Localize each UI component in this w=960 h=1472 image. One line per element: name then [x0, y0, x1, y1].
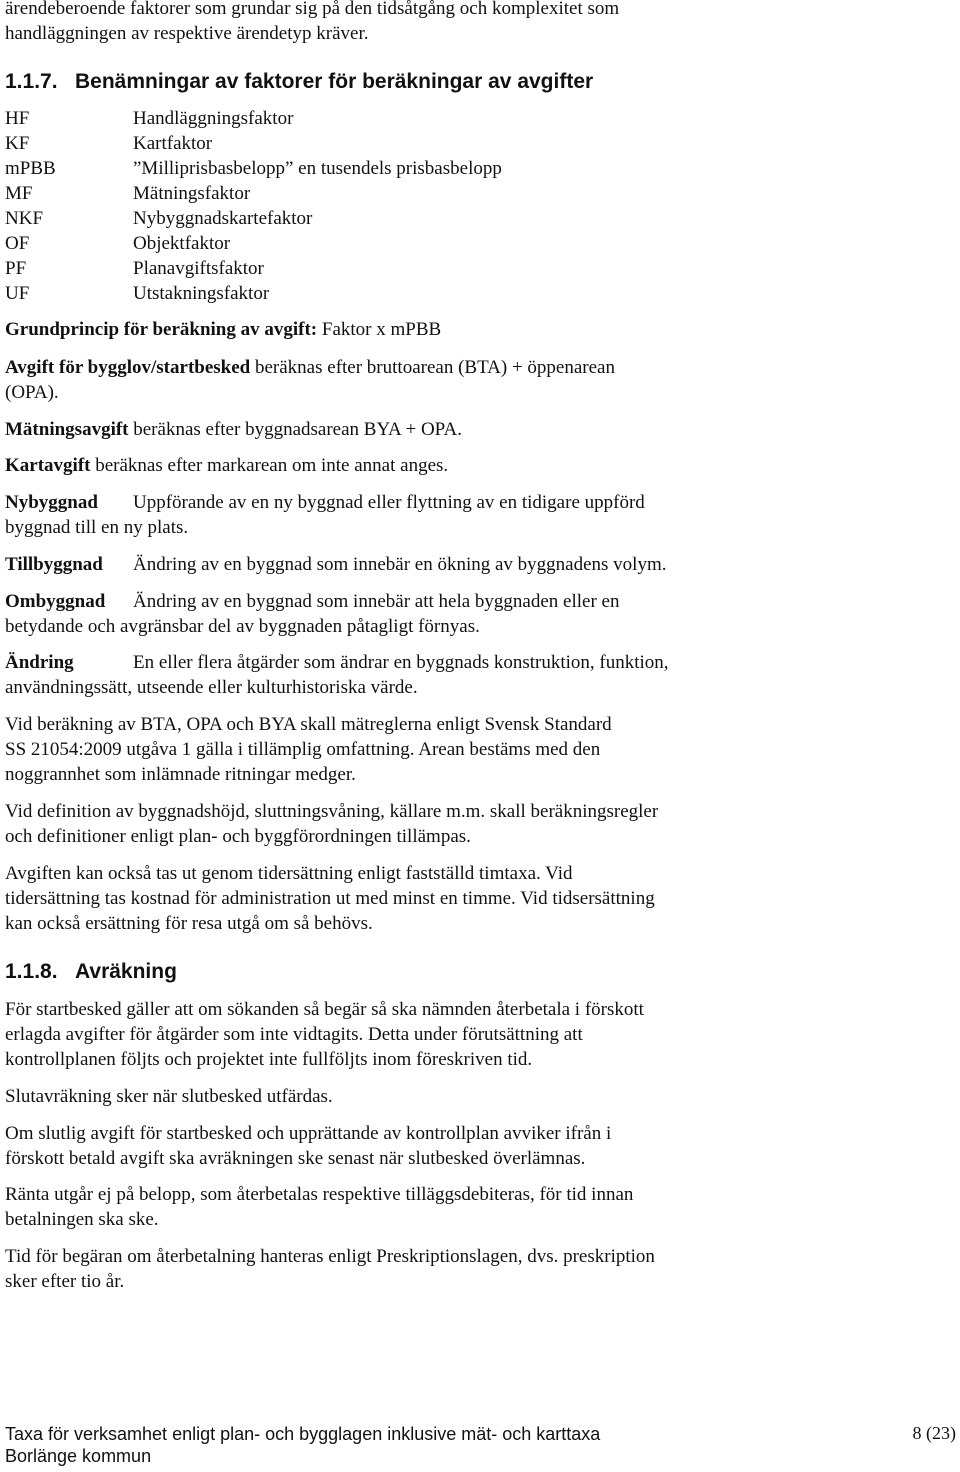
abbreviation-code: NKF — [5, 208, 44, 229]
abbreviation-meaning: Nybyggnadskartefaktor — [133, 208, 313, 229]
vid-berakning-line-3: noggrannhet som inlämnade ritningar medger. — [5, 764, 356, 785]
abbreviation-row — [5, 206, 312, 231]
abbreviation-code: OF — [5, 233, 30, 254]
om-slutlig-line-1: Om slutlig avgift för startbesked och upprättande av kontrollplan avviker ifrån i — [5, 1123, 612, 1144]
grundprincip-label: Grundprincip för beräkning av avgift: — [5, 319, 318, 340]
vid-definition-line-1: Vid definition av byggnadshöjd, sluttningsvåning, källare m.m. skall beräkningsregler — [5, 801, 659, 822]
ombyggnad-paragraph — [5, 589, 955, 639]
abbreviation-row — [5, 131, 212, 156]
abbreviation-code: UF — [5, 283, 30, 304]
footer-title: Taxa för verksamhet enligt plan- och bygglagen inklusive mät- och karttaxa — [5, 1424, 601, 1444]
tidersattning-paragraph — [5, 861, 955, 936]
abbreviation-code: KF — [5, 133, 30, 154]
abbreviation-meaning: Kartfaktor — [133, 133, 213, 154]
section-number: 1.1.7. — [5, 70, 58, 93]
abbreviation-meaning: Handläggningsfaktor — [133, 108, 294, 129]
tidersattning-line-1: Avgiften kan också tas ut genom tidersättning enligt fastställd timtaxa. Vid — [5, 863, 573, 884]
startbesked-paragraph — [5, 997, 955, 1072]
section-heading-117 — [5, 70, 593, 94]
tid-begaran-paragraph — [5, 1244, 955, 1294]
abbreviation-row — [5, 281, 269, 306]
avgift-bygglov-paragraph — [5, 355, 955, 405]
andring-paragraph — [5, 650, 955, 700]
avgift-bygglov-text-1: beräknas efter bruttoarean (BTA) + öppenarean — [250, 357, 615, 378]
ranta-paragraph — [5, 1182, 955, 1232]
section-number: 1.1.8. — [5, 960, 58, 983]
page-footer — [5, 1423, 600, 1467]
vid-berakning-line-1: Vid beräkning av BTA, OPA och BYA skall mätreglerna enligt Svensk Standard — [5, 714, 612, 735]
intro-line-1: ärendeberoende faktorer som grundar sig på den tidsåtgång och komplexitet som — [5, 0, 620, 19]
abbreviation-row — [5, 106, 293, 131]
tidersattning-line-3: kan också ersättning för resa utgå om så behövs. — [5, 913, 373, 934]
nybyggnad-text-1: Uppförande av en ny byggnad eller flyttning av en tidigare uppförd — [133, 492, 645, 513]
nybyggnad-paragraph — [5, 490, 955, 540]
abbreviation-meaning: Mätningsfaktor — [133, 183, 251, 204]
tillbyggnad-text: Ändring av en byggnad som innebär en ökning av byggnadens volym. — [133, 554, 667, 575]
tid-begaran-line-1: Tid för begäran om återbetalning hanteras enligt Preskriptionslagen, dvs. preskription — [5, 1246, 655, 1267]
abbreviation-meaning: Objektfaktor — [133, 233, 231, 254]
avgift-bygglov-term: Avgift för bygglov/startbesked — [5, 357, 251, 378]
abbreviation-code: mPBB — [5, 158, 56, 179]
grundprincip-paragraph — [5, 317, 955, 342]
andring-text-1: En eller flera åtgärder som ändrar en byggnads konstruktion, funktion, — [133, 652, 669, 673]
abbreviation-meaning: Planavgiftsfaktor — [133, 258, 264, 279]
abbreviation-row — [5, 181, 250, 206]
ombyggnad-term: Ombyggnad — [5, 591, 106, 612]
om-slutlig-paragraph — [5, 1121, 955, 1171]
vid-berakning-line-2: SS 21054:2009 utgåva 1 gälla i tillämplig omfattning. Arean bestäms med den — [5, 739, 601, 760]
vid-definition-paragraph — [5, 799, 955, 849]
abbreviation-code: HF — [5, 108, 30, 129]
abbreviation-code: MF — [5, 183, 33, 204]
matningsavgift-text: beräknas efter byggnadsarean BYA + OPA. — [128, 419, 462, 440]
abbreviation-row — [5, 256, 264, 281]
slutavrakning-paragraph — [5, 1084, 955, 1109]
ranta-line-1: Ränta utgår ej på belopp, som återbetalas respektive tilläggsdebiteras, för tid innan — [5, 1184, 634, 1205]
kartavgift-paragraph — [5, 453, 955, 478]
avgift-bygglov-text-2: (OPA). — [5, 382, 59, 403]
startbesked-line-3: kontrollplanen följts och projektet inte fullföljts inom föreskriven tid. — [5, 1049, 533, 1070]
tidersattning-line-2: tidersättning tas kostnad för administration ut med minst en timme. Vid tidsersättning — [5, 888, 655, 909]
andring-term: Ändring — [5, 652, 74, 673]
kartavgift-text: beräknas efter markarean om inte annat anges. — [90, 455, 449, 476]
andring-text-2: användningssätt, utseende eller kulturhistoriska värde. — [5, 677, 418, 698]
intro-line-2: handläggningen av respektive ärendetyp kräver. — [5, 23, 369, 44]
ombyggnad-text-2: betydande och avgränsbar del av byggnaden påtagligt förnyas. — [5, 616, 480, 637]
section-title: Benämningar av faktorer för beräkningar av avgifter — [75, 70, 594, 93]
matningsavgift-paragraph — [5, 417, 955, 442]
tillbyggnad-term: Tillbyggnad — [5, 554, 103, 575]
nybyggnad-term: Nybyggnad — [5, 492, 98, 513]
abbreviation-meaning: Utstakningsfaktor — [133, 283, 270, 304]
abbreviation-meaning: ”Milliprisbasbelopp” en tusendels prisbasbelopp — [133, 158, 502, 179]
footer-organization: Borlänge kommun — [5, 1446, 152, 1466]
intro-paragraph — [5, 0, 955, 46]
nybyggnad-text-2: byggnad till en ny plats. — [5, 517, 189, 538]
vid-definition-line-2: och definitioner enligt plan- och byggförordningen tillämpas. — [5, 826, 471, 847]
section-heading-118 — [5, 960, 177, 984]
kartavgift-term: Kartavgift — [5, 455, 91, 476]
tid-begaran-line-2: sker efter tio år. — [5, 1271, 125, 1292]
ranta-line-2: betalningen ska ske. — [5, 1209, 159, 1230]
matningsavgift-term: Mätningsavgift — [5, 419, 129, 440]
vid-berakning-paragraph — [5, 712, 955, 787]
startbesked-line-1: För startbesked gäller att om sökanden så begär så ska nämnden återbetala i förskott — [5, 999, 644, 1020]
grundprincip-value: Faktor x mPBB — [317, 319, 442, 340]
slutavrakning-line-1: Slutavräkning sker när slutbesked utfärdas. — [5, 1086, 333, 1107]
abbreviation-row — [5, 156, 502, 181]
page-number: 8 (23) — [912, 1423, 956, 1443]
startbesked-line-2: erlagda avgifter för åtgärder som inte vidtagits. Detta under förutsättning att — [5, 1024, 583, 1045]
ombyggnad-text-1: Ändring av en byggnad som innebär att hela byggnaden eller en — [133, 591, 620, 612]
abbreviation-code: PF — [5, 258, 27, 279]
section-title: Avräkning — [75, 960, 177, 983]
tillbyggnad-paragraph — [5, 552, 955, 577]
abbreviation-row — [5, 231, 230, 256]
om-slutlig-line-2: förskott betald avgift ska avräkningen ske senast när slutbesked överlämnas. — [5, 1148, 586, 1169]
